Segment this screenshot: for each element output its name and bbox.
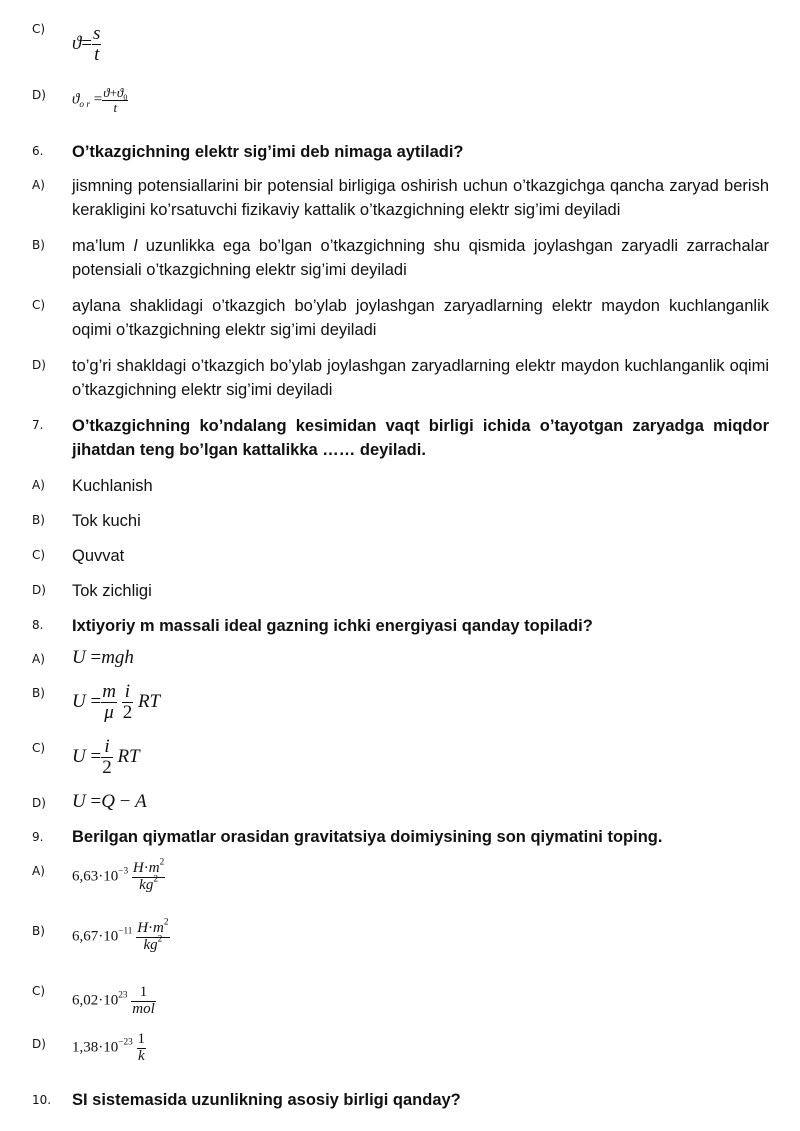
option-label: D) <box>32 1037 46 1051</box>
question-number: 9. <box>32 830 44 844</box>
option-label: D) <box>32 583 46 597</box>
option-label: C) <box>32 548 46 562</box>
option-text: Quvvat <box>72 547 125 565</box>
question-text: O’tkazgichning ko’ndalang kesimidan vaqt birligi ichida o’tayotgan zaryadga miqdor jihatdan teng bo’lgan kattalikka …… deyiladi. <box>72 417 769 459</box>
option-text: jismning potensiallarini bir potensial birligiga oshirish uchun o’tkazgichga qancha zaryad berish kerakligini ko’rsatuvchi fizikaviy kattalik o’tkazgichning elektr sig’imi deyiladi <box>72 177 769 219</box>
formula-internal-energy-mass: U = $\frac{m}{\mu}$ $\frac{i}{2}$ RT <box>72 681 161 723</box>
formula-average-velocity: $ϑ_{o r}$ = $\frac{ϑ+ϑ_0}{t}$ <box>72 85 128 115</box>
option-label: D) <box>32 358 46 372</box>
option-label: B) <box>32 238 45 252</box>
formula-velocity: ϑ= $\frac{s}{t}$ <box>72 23 101 65</box>
option-label: B) <box>32 924 45 938</box>
formula-potential-energy: U =mgh <box>72 647 134 668</box>
option-label: C) <box>32 741 46 755</box>
question-number: 8. <box>32 618 44 632</box>
option-text: to’g’ri shakldagi o’tkazgich bo’ylab joylashgan zaryadlarning elektr maydon kuchlanganlik oqimi o’tkazgichning elektr sig’imi deyiladi <box>72 357 769 399</box>
question-number: 7. <box>32 418 44 432</box>
question-text: Ixtiyoriy m massali ideal gazning ichki energiyasi qanday topiladi? <box>72 617 593 635</box>
option-text: Tok kuchi <box>72 512 141 530</box>
option-label: C) <box>32 298 46 312</box>
formula-value-c: $6,02\cdot 10^{23}$ $\frac{1}{\text{mol}}$ <box>72 984 155 1017</box>
formula-value-b: $6,67\cdot 10^{-11}$ $\frac{H\cdot m^2}{kg^2}$ <box>72 917 169 953</box>
question-text: O’tkazgichning elektr sig’imi deb nimaga aytiladi? <box>72 143 464 161</box>
option-text <box>72 234 769 282</box>
formula-internal-energy: U = $\frac{i}{2}$ RT <box>72 736 140 778</box>
question-number: 6. <box>32 144 44 158</box>
option-text: Tok zichligi <box>72 582 152 600</box>
formula-value-d: $1,38\cdot 10^{-23}$ $\frac{1}{k}$ <box>72 1031 146 1064</box>
option-label: C) <box>32 984 46 998</box>
option-label: C) <box>32 22 46 36</box>
option-label: D) <box>32 88 46 102</box>
option-label: A) <box>32 478 45 492</box>
question-number: 10. <box>32 1093 52 1107</box>
option-label: D) <box>32 796 46 810</box>
option-text: Kuchlanish <box>72 477 153 495</box>
option-text: aylana shaklidagi o’tkazgich bo’ylab joylashgan zaryadlarning elektr maydon kuchlanganlik oqimi o’tkazgichning elektr sig’imi deyiladi <box>72 297 769 339</box>
option-label: A) <box>32 178 45 192</box>
option-text-part: ma’lum <box>72 237 134 255</box>
option-label: B) <box>32 513 45 527</box>
option-label: A) <box>32 864 45 878</box>
question-text: Berilgan qiymatlar orasidan gravitatsiya doimiysining son qiymatini toping. <box>72 828 663 846</box>
option-text-italic: l <box>133 237 138 255</box>
option-label: B) <box>32 686 45 700</box>
option-text-part: uzunlikka ega bo’lgan o’tkazgichning shu qismida joylashgan zaryadli zarrachalar potensiali o’tkazgichning elektr sig’imi deyiladi <box>72 237 769 279</box>
formula-value-a: $6,63\cdot 10^{-3}$ $\frac{H\cdot m^2}{kg^2}$ <box>72 857 165 893</box>
formula-first-law: U =Q − A <box>72 791 147 812</box>
option-label: A) <box>32 652 45 666</box>
question-text: SI sistemasida uzunlikning asosiy birligi qanday? <box>72 1091 461 1109</box>
